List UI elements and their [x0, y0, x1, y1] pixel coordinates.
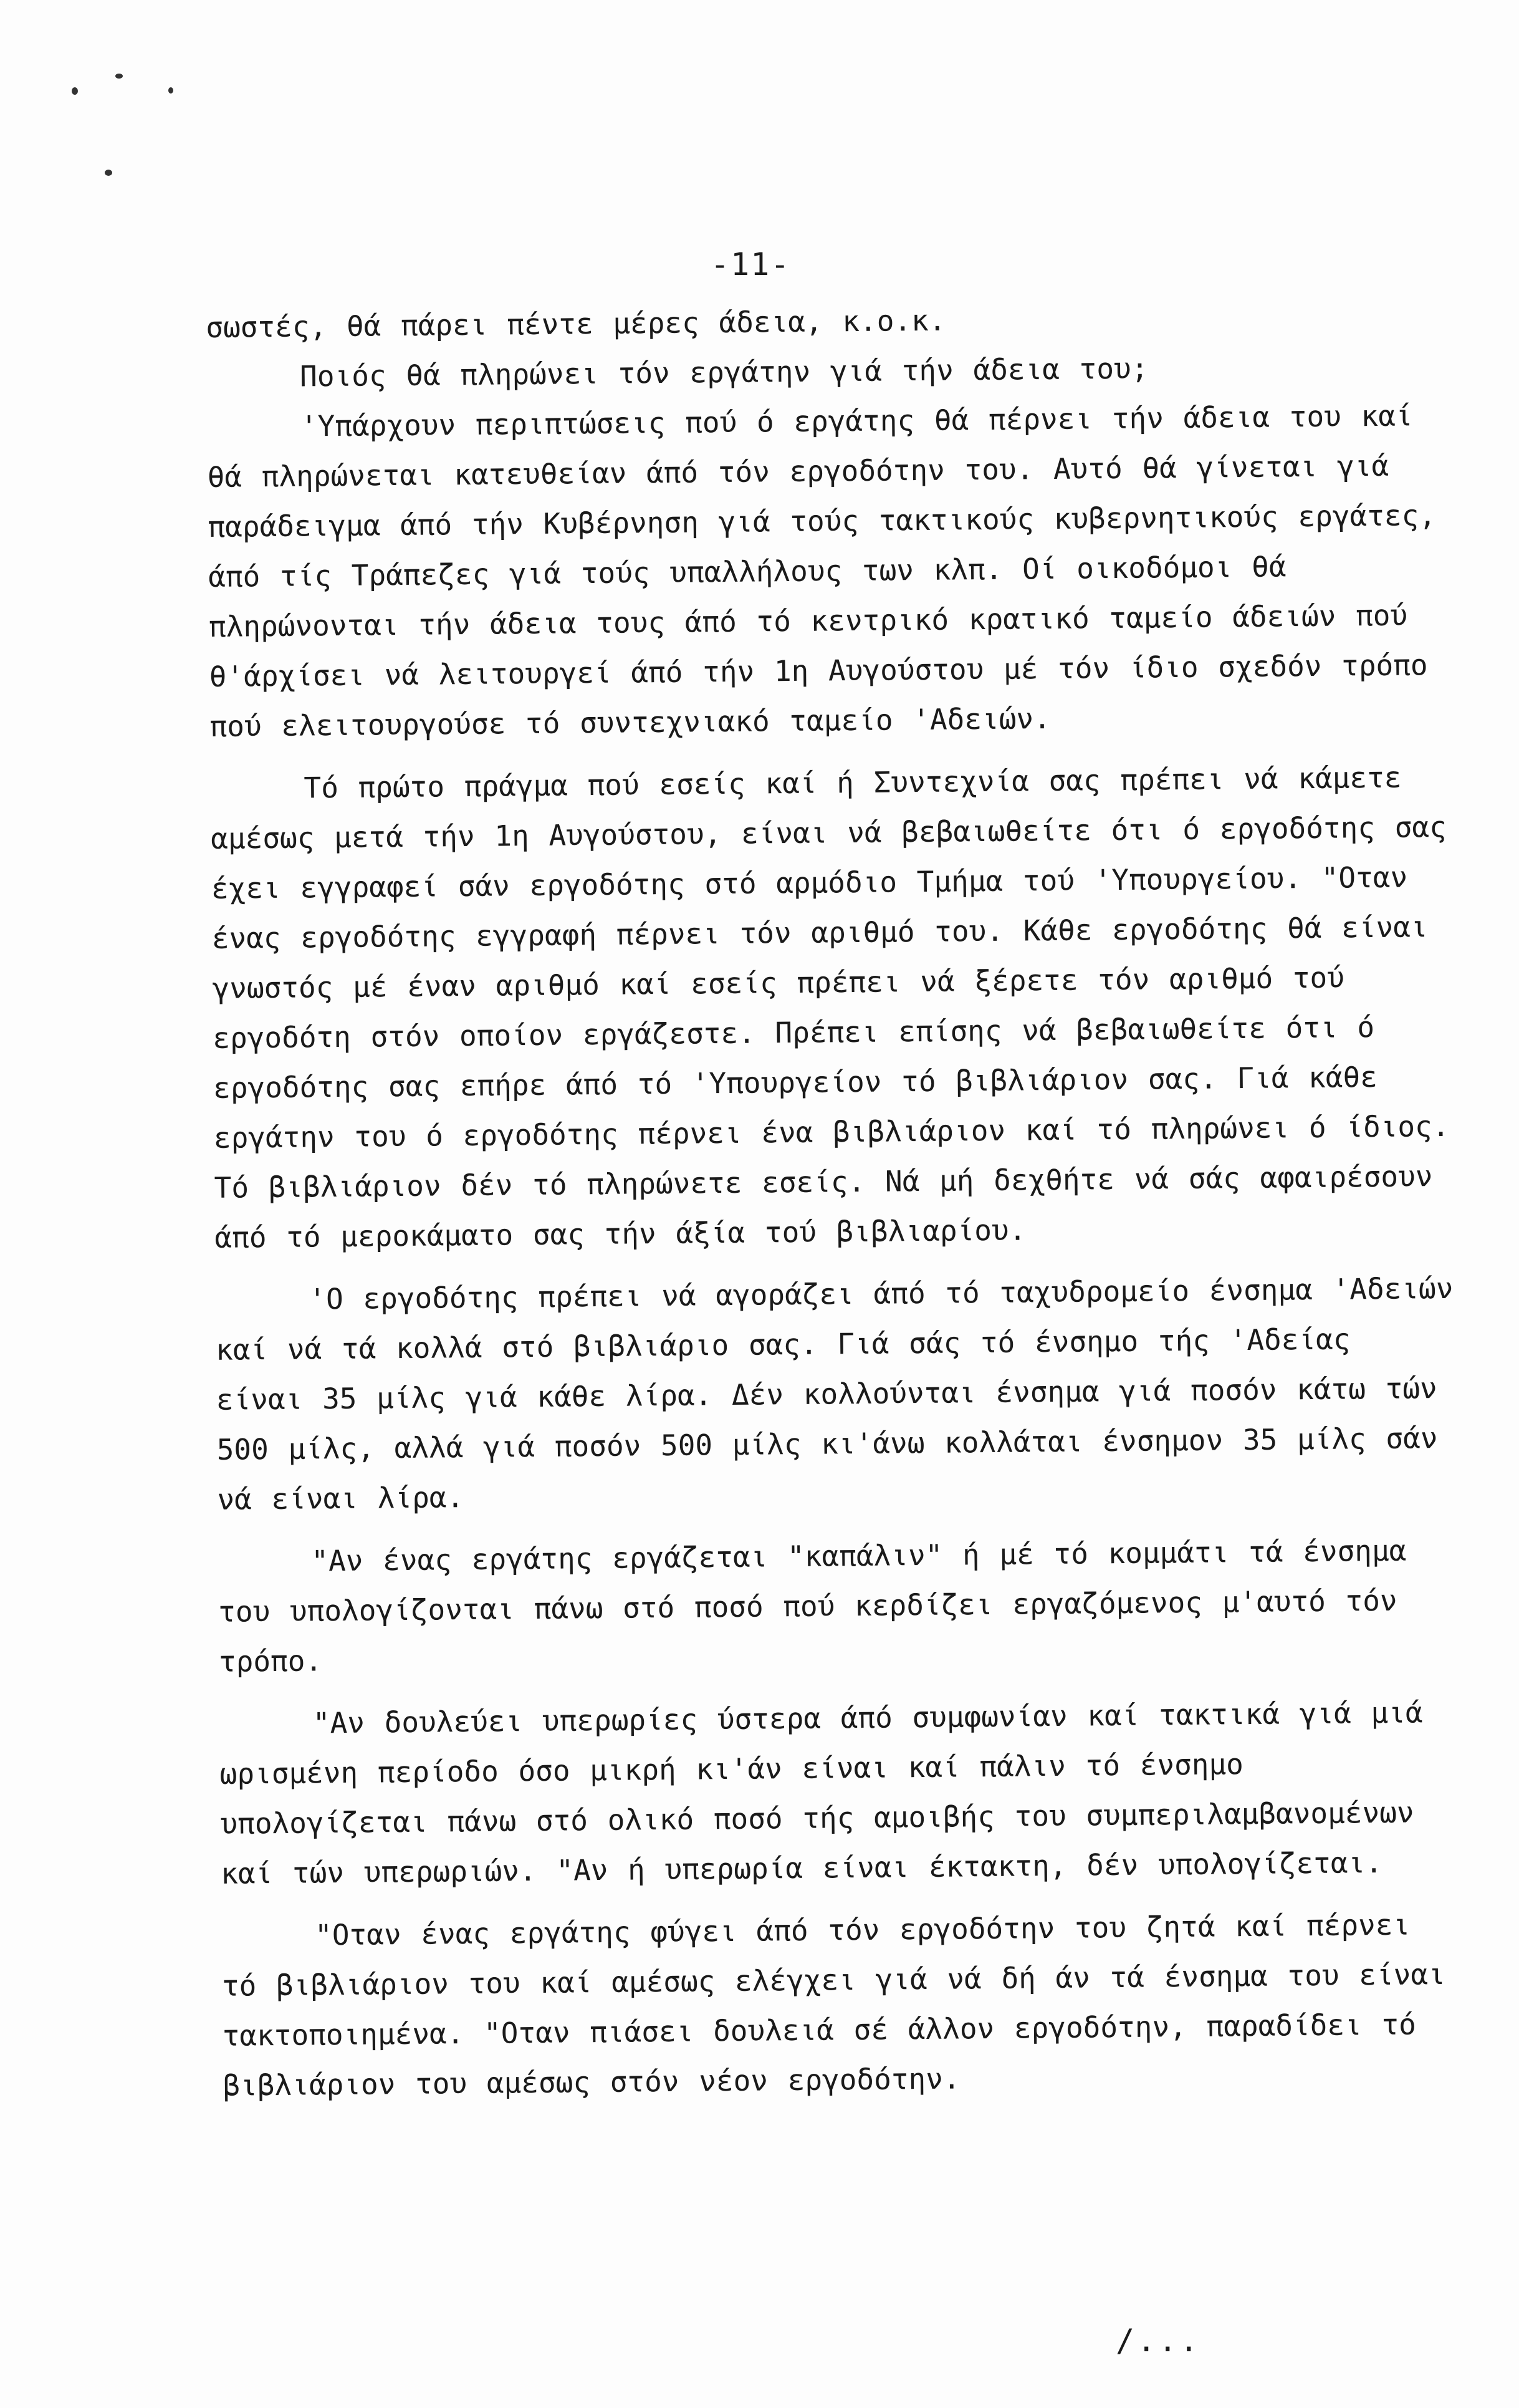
paragraph: "Οταν ένας εργάτης φύγει άπό τόν εργοδότην του ζητά καί πέρνει τό βιβλιάριον του καί αμέσως ελέγχει γιά νά δή άν τά ένσημα του είναι τακτοποιημένα. "Οταν πιάσει δουλειά σέ άλλον εργοδότην, παραδίδει τό βιβλιάριον του αμέσως στόν νέον εργοδότην.: [221, 1907, 1446, 2102]
scan-speck: [72, 87, 78, 95]
page-number: -11-: [711, 246, 791, 282]
scan-speck: [168, 87, 173, 94]
document-body: [206, 291, 1464, 2111]
paragraph: Τό πρώτο πράγμα πού εσείς καί ή Συντεχνία σας πρέπει νά κάμετε αμέσως μετά τήν 1η Αυγούστου, είναι νά βεβαιωθείτε ότι ό εργοδότης σας έχει εγγραφεί σάν εργοδότης στό αρμόδιο Τμήμα τού 'Υπουργείου. "Οταν ένας εργοδότης εγγραφή πέρνει τόν αριθμό του. Κάθε εργοδότης θά είναι γνωστός μέ έναν αριθμό καί εσείς πρέπει νά ξέρετε τόν αριθμό τού εργοδότη στόν οποίον εργάζεστε. Πρέπει επίσης νά βεβαιωθείτε ότι ό εργοδότης σας επήρε άπό τό 'Υπουργείον τό βιβλιάριον σας. Γιά κάθε εργάτην του ό εργοδότης πέρνει ένα βιβλιάριον καί τό πληρώνει ό ίδιος. Τό βιβλιάριον δέν τό πληρώνετε εσείς. Νά μή δεχθήτε νά σάς αφαιρέσουν άπό τό μεροκάματο σας τήν άξία τού βιβλιαρίου.: [210, 760, 1450, 1255]
scan-speck: [105, 170, 112, 176]
scan-speck: [115, 74, 123, 79]
paragraph-continuation: σωστές, θά πάρει πέντε μέρες άδεια, κ.ο.κ.: [206, 303, 946, 344]
paragraph: 'Ο εργοδότης πρέπει νά αγοράζει άπό τό ταχυδρομείο ένσημα 'Αδειών καί νά τά κολλά στό βιβλιάριο σας. Γιά σάς τό ένσημο τής 'Αδείας είναι 35 μίλς γιά κάθε λίρα. Δέν κολλούνται ένσημα γιά ποσόν κάτω τών 500 μίλς, αλλά γιά ποσόν 500 μίλς κι'άνω κολλάται ένσημον 35 μίλς σάν νά είναι λίρα.: [215, 1271, 1454, 1516]
paragraph: "Αν ένας εργάτης εργάζεται "καπάλιν" ή μέ τό κομμάτι τά ένσημα του υπολογίζονται πάνω στό ποσό πού κερδίζει εργαζόμενος μ'αυτό τόν τρόπο.: [218, 1533, 1407, 1678]
continuation-mark: /...: [1116, 2323, 1201, 2359]
paragraph-question: Ποιός θά πληρώνει τόν εργάτην γιά τήν άδεια του;: [299, 351, 1149, 393]
paragraph: "Αν δουλεύει υπερωρίες ύστερα άπό συμφωνίαν καί τακτικά γιά μιά ωρισμένη περίοδο όσο μικρή κι'άν είναι καί πάλιν τό ένσημο υπολογίζεται πάνω στό ολικό ποσό τής αμοιβής του συμπεριλαμβανομένων καί τών υπερωριών. "Αν ή υπερωρία είναι έκτακτη, δέν υπολογίζεται.: [219, 1695, 1423, 1890]
paragraph: 'Υπάρχουν περιπτώσεις πού ό εργάτης θά πέρνει τήν άδεια του καί θά πληρώνεται κατευθείαν άπό τόν εργοδότην του. Αυτό θά γίνεται γιά παράδειγμα άπό τήν Κυβέρνηση γιά τούς τακτικούς κυβερνητικούς εργάτες, άπό τίς Τράπεζες γιά τούς υπαλλήλους των κλπ. Οί οικοδόμοι θά πληρώνονται τήν άδεια τους άπό τό κεντρικό κρατικό ταμείο άδειών πού θ'άρχίσει νά λειτουργεί άπό τήν 1η Αυγούστου μέ τόν ίδιο σχεδόν τρόπο πού ελειτουργούσε τό συντεχνιακό ταμείο 'Αδειών.: [207, 398, 1437, 743]
